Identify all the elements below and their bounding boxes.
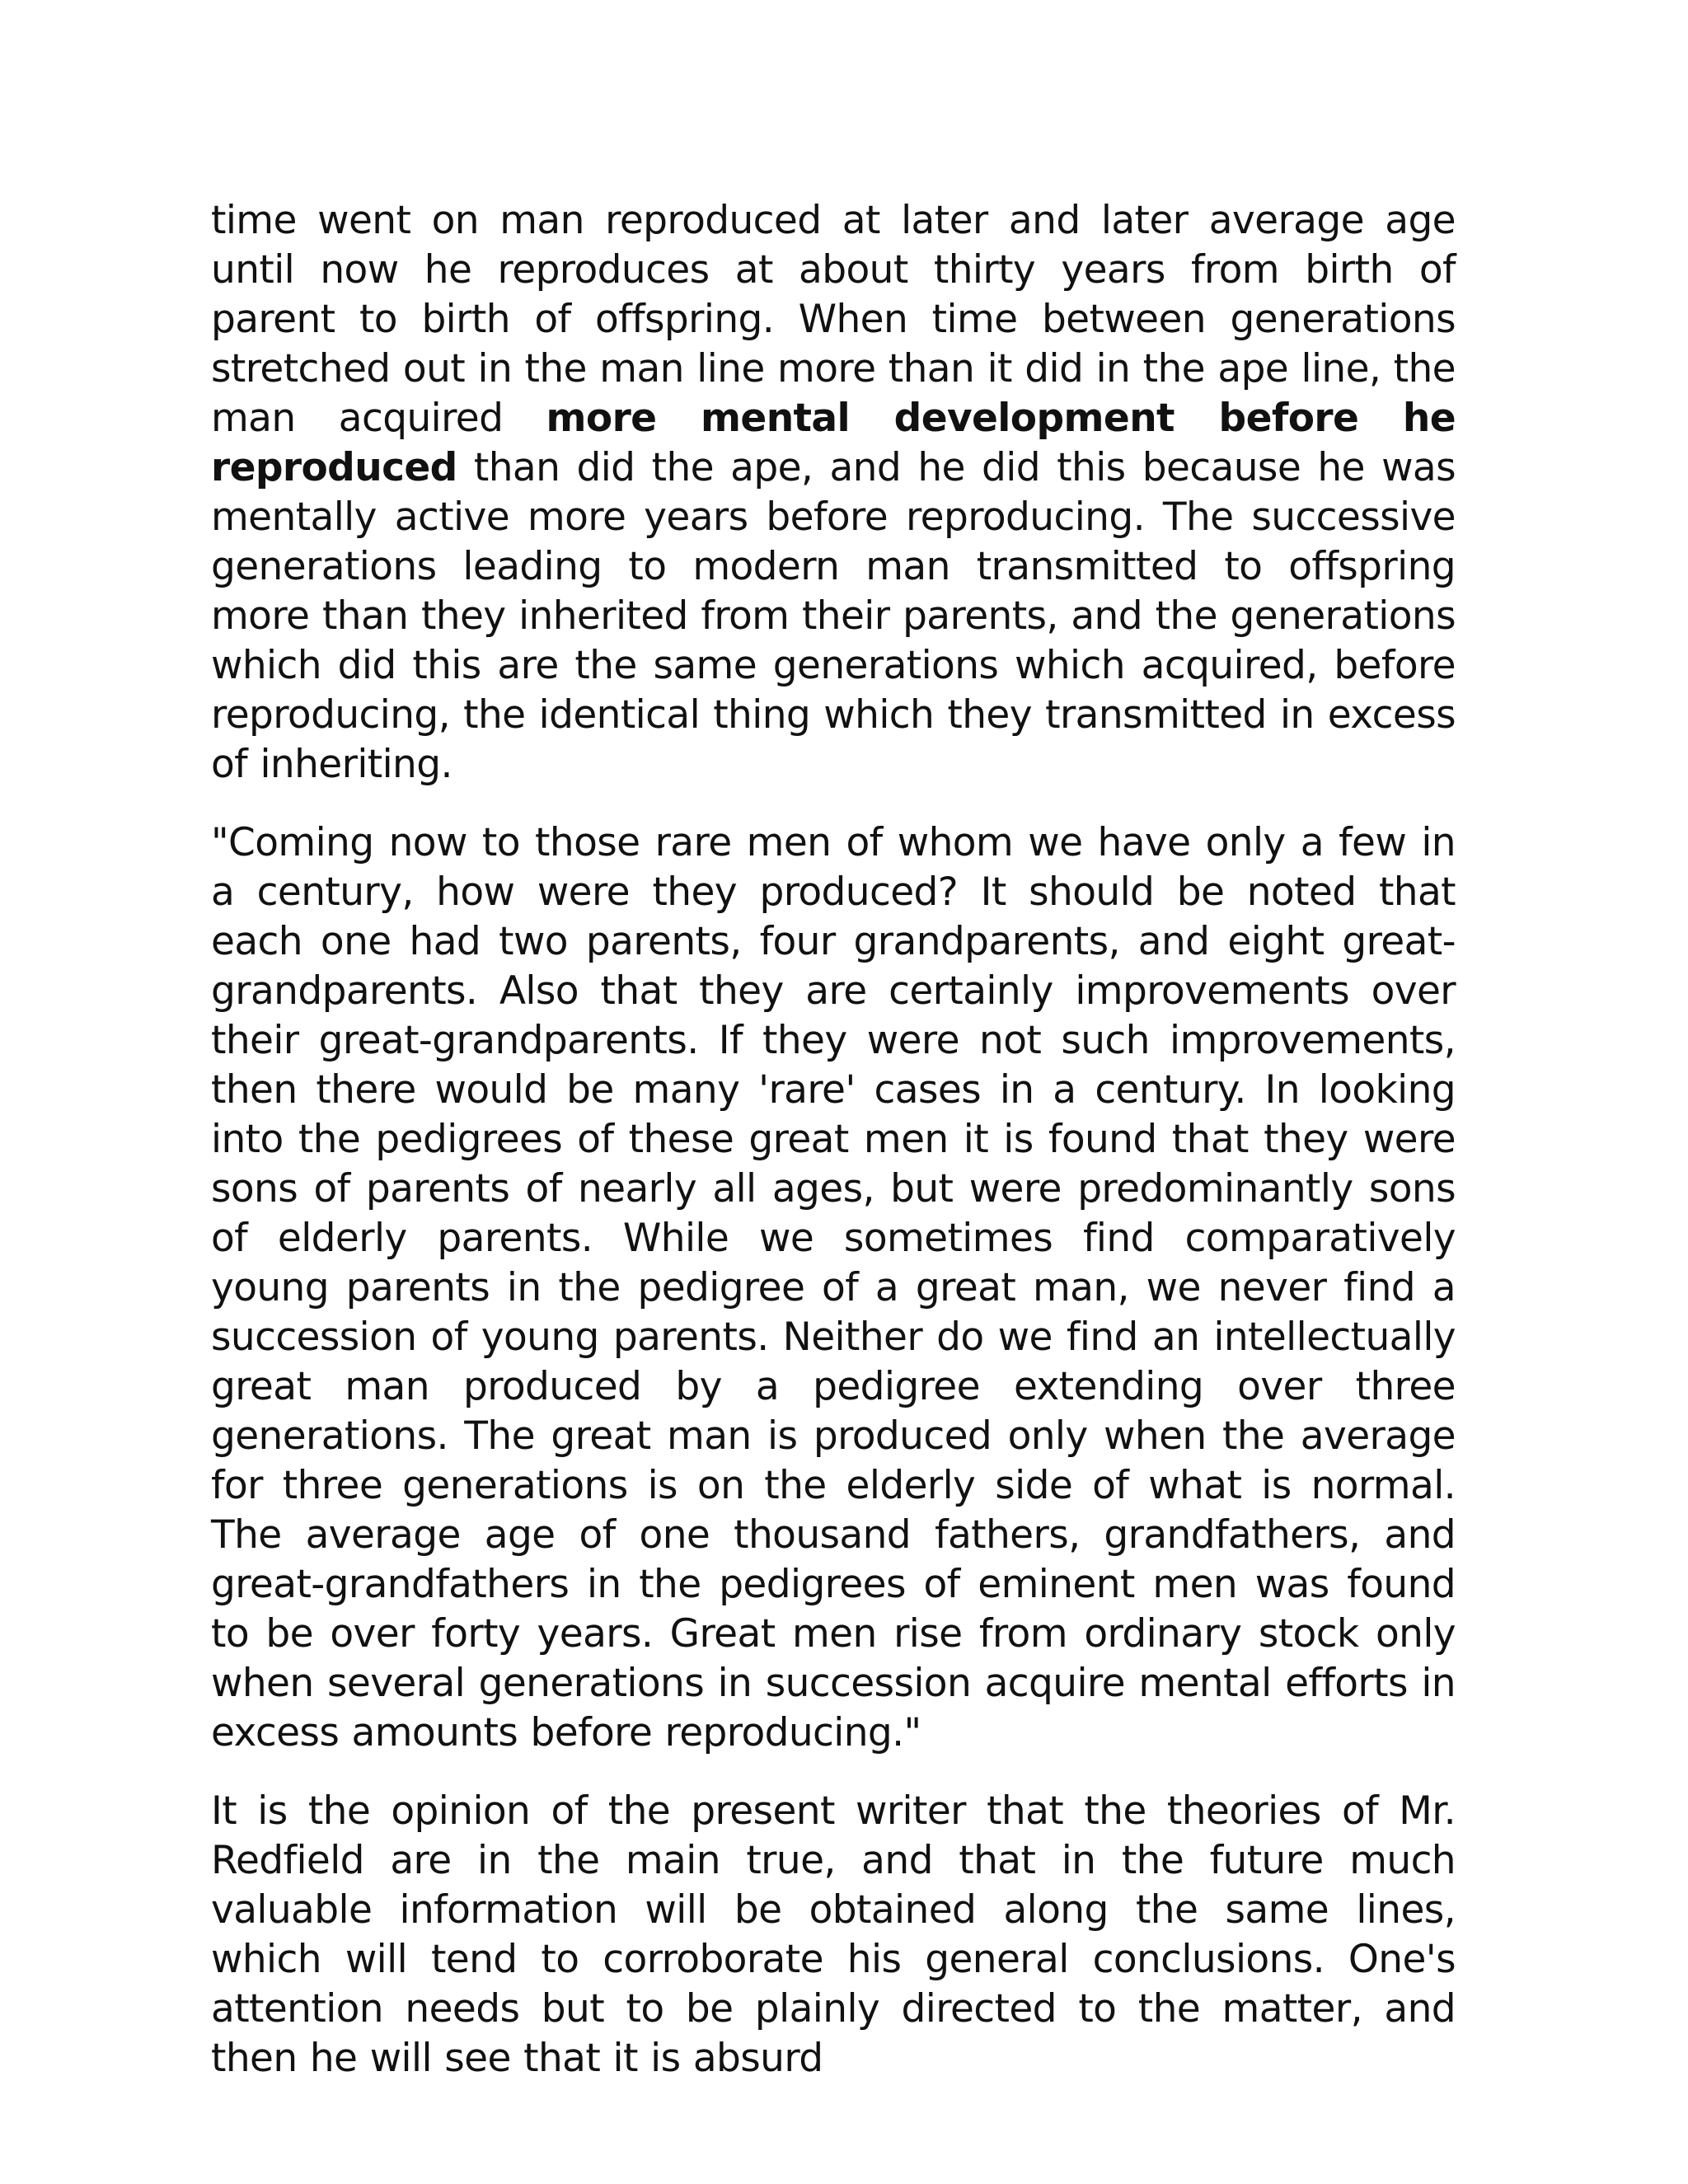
paragraph-3: It is the opinion of the present writer that the theories of Mr. Redfield are in the main true, and that in the future much valuable information will be obtained along the same lines, which will tend to corroborate his general conclusions. One's attention needs but to be plainly directed to the matter, and then he will see that it is absurd bbox=[211, 1788, 1456, 2081]
paragraph-1-text-start: time went on man reproduced at later and later average age until now he reproduces at about thirty years from birth of parent to birth of offspring. When time between generations stretched out in the man line more than it did in the ape line, the man acquired bbox=[211, 198, 1456, 441]
paragraph-1 bbox=[211, 196, 1456, 790]
document-page bbox=[211, 196, 1456, 2112]
paragraph-2: "Coming now to those rare men of whom we have only a few in a century, how were they produced? It should be noted that each one had two parents, four grandparents, and eight great-grandparents. Also that they are certainly improvements over their great-grandparents. If they were not such improvements, then there would be many 'rare' cases in a century. In looking into the pedigrees of these great men it is found that they were sons of parents of nearly all ages, but were predominantly sons of elderly parents. While we sometimes find comparatively young parents in the pedigree of a great man, we never find a succession of young parents. Neither do we find an intellectually great man produced by a pedigree extending over three generations. The great man is produced only when the average for three generations is on the elderly side of what is normal. The average age of one thousand fathers, grandfathers, and great-grandfathers in the pedigrees of eminent men was found to be over forty years. Great men rise from ordinary stock only when several generations in succession acquire mental efforts in excess amounts before reproducing." bbox=[211, 820, 1456, 1755]
paragraph-1-text-end: than did the ape, and he did this because he was mentally active more years before reproducing. The successive generations leading to modern man transmitted to offspring more than they inherited from their parents, and the generations which did this are the same generations which acquired, before reproducing, the identical thing which they transmitted in excess of inheriting. bbox=[211, 445, 1456, 787]
paragraph-1-bold-phrase: more mental development before he reproduced bbox=[211, 396, 1456, 490]
